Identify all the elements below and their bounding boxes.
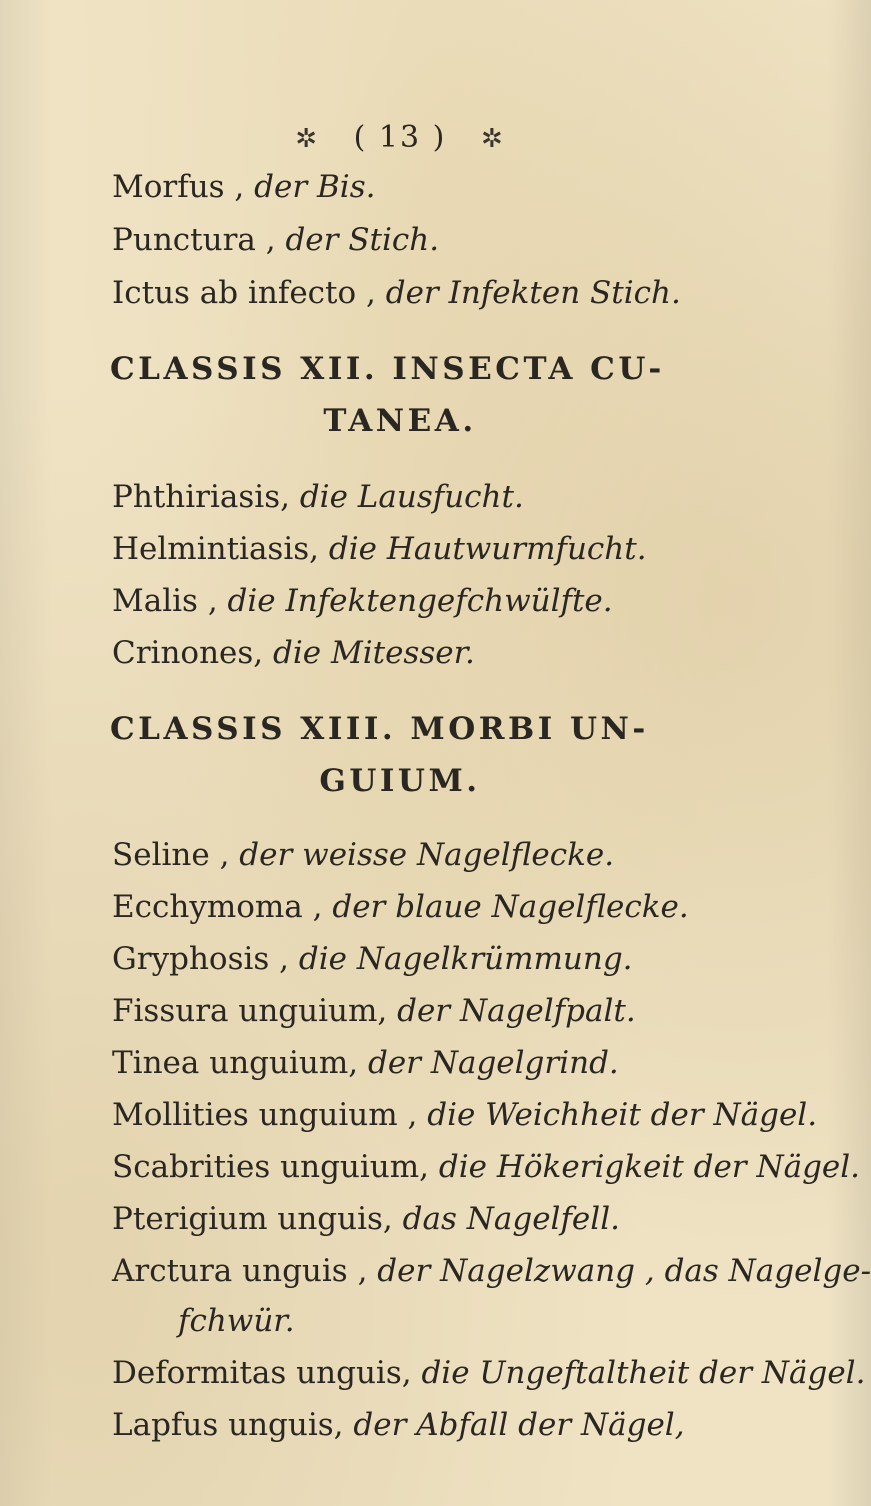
right-ornament-icon: ✲ [480, 124, 505, 154]
german-term: die Infektengefchwülfte. [227, 583, 613, 619]
german-term: fchwür. [178, 1303, 295, 1339]
german-term: der weisse Nagelflecke. [239, 837, 615, 873]
page-header [0, 120, 800, 155]
latin-term: Lapfus unguis, [112, 1407, 344, 1443]
latin-term: Fissura unguium, [112, 993, 388, 1029]
entry-line [112, 889, 689, 925]
entry-line [112, 479, 524, 515]
entry-line [112, 275, 681, 311]
latin-term: Helmintiasis, [112, 531, 320, 567]
entry-line [112, 1355, 866, 1391]
german-term: der blaue Nagelflecke. [332, 889, 689, 925]
entry-line [112, 1045, 619, 1081]
class-12-heading-line2: TANEA. [323, 403, 477, 439]
page-number: ( 13 ) [353, 120, 447, 155]
latin-term: Scabrities unguium, [112, 1149, 430, 1185]
german-term: die Hautwurmfucht. [328, 531, 647, 567]
latin-term: Gryphosis , [112, 941, 290, 977]
entry-line [112, 1201, 620, 1237]
class-13-heading-line1: CLASSIS XIII. MORBI UN- [110, 711, 649, 747]
class-12-heading-line1: CLASSIS XII. INSECTA CU- [110, 351, 665, 387]
entry-line [112, 993, 636, 1029]
german-term: der Infekten Stich. [385, 275, 681, 311]
class-13-heading-line2: GUIUM. [319, 763, 481, 799]
latin-term: Tinea unguium, [112, 1045, 359, 1081]
german-term: die Lausfucht. [299, 479, 524, 515]
entry-line [112, 169, 376, 205]
german-term: das Nagelfell. [402, 1201, 620, 1237]
german-term: der Stich. [285, 222, 440, 258]
entry-line [112, 941, 633, 977]
latin-term: Ictus ab infecto , [112, 275, 376, 311]
entry-continuation [178, 1303, 295, 1339]
latin-term: Mollities unguium , [112, 1097, 418, 1133]
german-term: die Hökerigkeit der Nägel. [438, 1149, 861, 1185]
latin-term: Deformitas unguis, [112, 1355, 412, 1391]
latin-term: Pterigium unguis, [112, 1201, 393, 1237]
latin-term: Seline , [112, 837, 230, 873]
entry-line [112, 837, 615, 873]
latin-term: Punctura , [112, 222, 276, 258]
german-term: der Abfall der Nägel, [353, 1407, 685, 1443]
entry-line [112, 1097, 818, 1133]
latin-term: Ecchymoma , [112, 889, 323, 925]
german-term: der Nagelzwang , das Nagelge- [377, 1253, 871, 1289]
entry-line [112, 1149, 861, 1185]
german-term: die Nagelkrümmung. [298, 941, 633, 977]
left-ornament-icon: ✲ [295, 124, 320, 154]
latin-term: Crinones, [112, 635, 264, 671]
latin-term: Phthiriasis, [112, 479, 290, 515]
latin-term: Malis , [112, 583, 218, 619]
german-term: der Nagelgrind. [367, 1045, 619, 1081]
entry-line [112, 531, 647, 567]
entry-line [112, 1253, 871, 1289]
german-term: der Nagelfpalt. [397, 993, 636, 1029]
latin-term: Arctura unguis , [112, 1253, 368, 1289]
entry-line [112, 583, 613, 619]
entry-line [112, 635, 475, 671]
entry-line [112, 222, 440, 258]
german-term: die Mitesser. [273, 635, 475, 671]
german-term: die Weichheit der Nägel. [427, 1097, 818, 1133]
latin-term: Morfus , [112, 169, 245, 205]
german-term: der Bis. [254, 169, 376, 205]
entry-line [112, 1407, 685, 1443]
german-term: die Ungeftaltheit der Nägel. [421, 1355, 866, 1391]
